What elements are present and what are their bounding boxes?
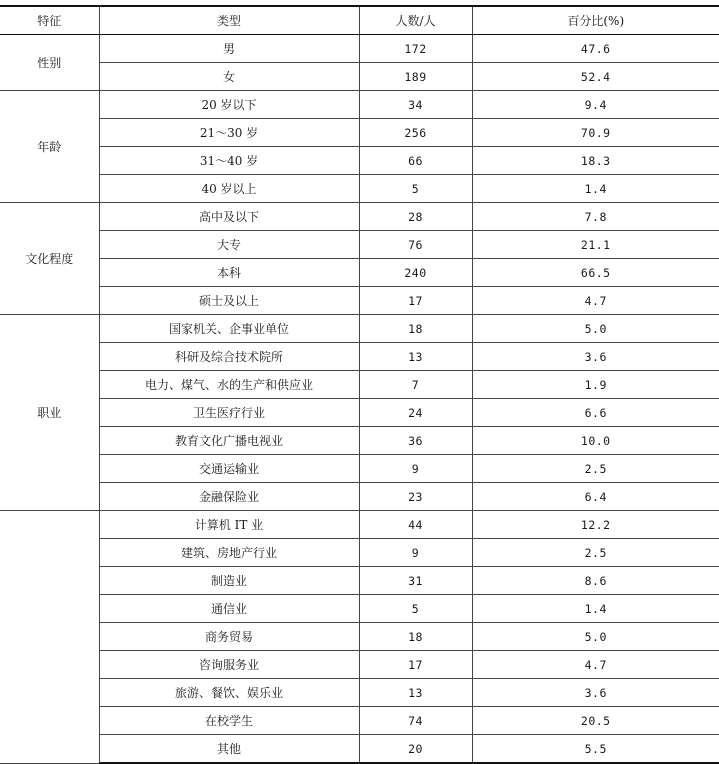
percent-cell: 2.5 bbox=[472, 539, 719, 567]
header-type: 类型 bbox=[99, 6, 359, 35]
table-row bbox=[0, 707, 719, 735]
count-cell: 240 bbox=[359, 259, 472, 287]
percent-cell: 47.6 bbox=[472, 35, 719, 63]
type-cell: 40 岁以上 bbox=[99, 175, 359, 203]
feature-cell: 文化程度 bbox=[0, 203, 99, 315]
type-cell: 大专 bbox=[99, 231, 359, 259]
table-body bbox=[0, 35, 719, 764]
percent-cell: 1.4 bbox=[472, 595, 719, 623]
percent-cell: 4.7 bbox=[472, 651, 719, 679]
type-cell: 高中及以下 bbox=[99, 203, 359, 231]
percent-cell: 1.9 bbox=[472, 371, 719, 399]
table-row bbox=[0, 35, 719, 63]
table-row bbox=[0, 511, 719, 539]
percent-cell: 4.7 bbox=[472, 287, 719, 315]
count-cell: 17 bbox=[359, 287, 472, 315]
table-row bbox=[0, 455, 719, 483]
count-cell: 5 bbox=[359, 595, 472, 623]
table-row bbox=[0, 399, 719, 427]
header-percent: 百分比(%) bbox=[472, 6, 719, 35]
table-row bbox=[0, 483, 719, 511]
table-row bbox=[0, 287, 719, 315]
feature-cell: 年龄 bbox=[0, 91, 99, 203]
table-row bbox=[0, 91, 719, 119]
table-row bbox=[0, 651, 719, 679]
type-cell: 教育文化广播电视业 bbox=[99, 427, 359, 455]
percent-cell: 1.4 bbox=[472, 175, 719, 203]
count-cell: 13 bbox=[359, 343, 472, 371]
count-cell: 9 bbox=[359, 539, 472, 567]
table-row bbox=[0, 259, 719, 287]
percent-cell: 3.6 bbox=[472, 343, 719, 371]
type-cell: 咨询服务业 bbox=[99, 651, 359, 679]
type-cell: 旅游、餐饮、娱乐业 bbox=[99, 679, 359, 707]
count-cell: 17 bbox=[359, 651, 472, 679]
type-cell: 31～40 岁 bbox=[99, 147, 359, 175]
header-count: 人数/人 bbox=[359, 6, 472, 35]
percent-cell: 7.8 bbox=[472, 203, 719, 231]
count-cell: 7 bbox=[359, 371, 472, 399]
percent-cell: 2.5 bbox=[472, 455, 719, 483]
type-cell: 其他 bbox=[99, 735, 359, 764]
type-cell: 科研及综合技术院所 bbox=[99, 343, 359, 371]
percent-cell: 70.9 bbox=[472, 119, 719, 147]
percent-cell: 8.6 bbox=[472, 567, 719, 595]
table-row bbox=[0, 567, 719, 595]
type-cell: 电力、煤气、水的生产和供应业 bbox=[99, 371, 359, 399]
count-cell: 9 bbox=[359, 455, 472, 483]
percent-cell: 52.4 bbox=[472, 63, 719, 91]
count-cell: 20 bbox=[359, 735, 472, 764]
table-row bbox=[0, 427, 719, 455]
type-cell: 硕士及以上 bbox=[99, 287, 359, 315]
count-cell: 34 bbox=[359, 91, 472, 119]
count-cell: 28 bbox=[359, 203, 472, 231]
table-row bbox=[0, 231, 719, 259]
table-row bbox=[0, 623, 719, 651]
count-cell: 18 bbox=[359, 315, 472, 343]
percent-cell: 66.5 bbox=[472, 259, 719, 287]
percent-cell: 21.1 bbox=[472, 231, 719, 259]
header-row bbox=[0, 6, 719, 35]
feature-cell: 性别 bbox=[0, 35, 99, 91]
count-cell: 13 bbox=[359, 679, 472, 707]
count-cell: 31 bbox=[359, 567, 472, 595]
type-cell: 通信业 bbox=[99, 595, 359, 623]
percent-cell: 5.5 bbox=[472, 735, 719, 764]
percent-cell: 9.4 bbox=[472, 91, 719, 119]
count-cell: 76 bbox=[359, 231, 472, 259]
type-cell: 建筑、房地产行业 bbox=[99, 539, 359, 567]
feature-cell: 职业 bbox=[0, 315, 99, 511]
type-cell: 女 bbox=[99, 63, 359, 91]
percent-cell: 12.2 bbox=[472, 511, 719, 539]
demographics-table bbox=[0, 5, 719, 764]
count-cell: 189 bbox=[359, 63, 472, 91]
percent-cell: 10.0 bbox=[472, 427, 719, 455]
type-cell: 本科 bbox=[99, 259, 359, 287]
percent-cell: 5.0 bbox=[472, 623, 719, 651]
count-cell: 256 bbox=[359, 119, 472, 147]
percent-cell: 6.4 bbox=[472, 483, 719, 511]
percent-cell: 6.6 bbox=[472, 399, 719, 427]
table-row bbox=[0, 343, 719, 371]
header-feature: 特征 bbox=[0, 6, 99, 35]
table-row bbox=[0, 175, 719, 203]
type-cell: 国家机关、企事业单位 bbox=[99, 315, 359, 343]
count-cell: 44 bbox=[359, 511, 472, 539]
type-cell: 交通运输业 bbox=[99, 455, 359, 483]
count-cell: 172 bbox=[359, 35, 472, 63]
feature-cell bbox=[0, 511, 99, 764]
type-cell: 计算机 IT 业 bbox=[99, 511, 359, 539]
table-row bbox=[0, 735, 719, 764]
count-cell: 23 bbox=[359, 483, 472, 511]
percent-cell: 18.3 bbox=[472, 147, 719, 175]
type-cell: 20 岁以下 bbox=[99, 91, 359, 119]
percent-cell: 3.6 bbox=[472, 679, 719, 707]
type-cell: 商务贸易 bbox=[99, 623, 359, 651]
count-cell: 66 bbox=[359, 147, 472, 175]
count-cell: 74 bbox=[359, 707, 472, 735]
table-row bbox=[0, 203, 719, 231]
count-cell: 36 bbox=[359, 427, 472, 455]
table-row bbox=[0, 119, 719, 147]
type-cell: 制造业 bbox=[99, 567, 359, 595]
table-row bbox=[0, 371, 719, 399]
type-cell: 金融保险业 bbox=[99, 483, 359, 511]
percent-cell: 5.0 bbox=[472, 315, 719, 343]
type-cell: 在校学生 bbox=[99, 707, 359, 735]
table-row bbox=[0, 595, 719, 623]
table-row bbox=[0, 147, 719, 175]
count-cell: 18 bbox=[359, 623, 472, 651]
table-row bbox=[0, 539, 719, 567]
count-cell: 5 bbox=[359, 175, 472, 203]
type-cell: 男 bbox=[99, 35, 359, 63]
table-header bbox=[0, 6, 719, 35]
type-cell: 21～30 岁 bbox=[99, 119, 359, 147]
count-cell: 24 bbox=[359, 399, 472, 427]
table-row bbox=[0, 315, 719, 343]
percent-cell: 20.5 bbox=[472, 707, 719, 735]
table-row bbox=[0, 679, 719, 707]
type-cell: 卫生医疗行业 bbox=[99, 399, 359, 427]
table-row bbox=[0, 63, 719, 91]
